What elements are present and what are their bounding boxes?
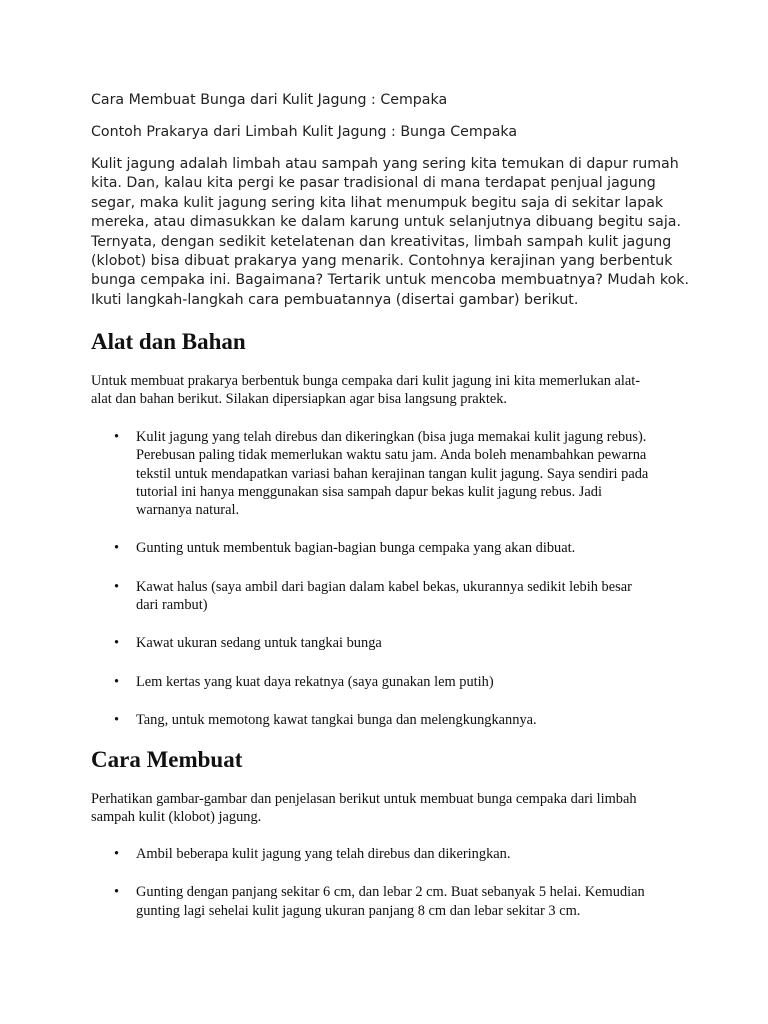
- list-item: [91, 578, 648, 615]
- list-item: [91, 711, 648, 729]
- section2-intro: [91, 790, 637, 827]
- bullet-icon: •: [114, 578, 120, 595]
- list-item-line: warnanya natural.: [136, 502, 240, 519]
- doc-subtitle: Contoh Prakarya dari Limbah Kulit Jagung : Bunga Cempaka: [91, 124, 518, 140]
- list-item: [91, 845, 645, 863]
- list-item-line: Ambil beberapa kulit jagung yang telah direbus dan dikeringkan.: [136, 846, 511, 862]
- intro-line: (klobot) bisa dibuat prakarya yang menarik. Contohnya kerajinan yang berbentuk: [91, 253, 673, 270]
- intro-line: mereka, atau dimasukkan ke dalam karung untuk selanjutnya dibuang begitu saja.: [91, 214, 681, 231]
- list-item-line: Kawat ukuran sedang untuk tangkai bunga: [136, 635, 382, 652]
- intro-paragraph: [91, 155, 689, 310]
- bullet-icon: •: [114, 884, 120, 901]
- list-item: [91, 428, 648, 519]
- intro-line: kita. Dan, kalau kita pergi ke pasar tradisional di mana terdapat penjual jagung: [91, 175, 656, 192]
- bullet-icon: •: [114, 429, 120, 445]
- list-item-line: Gunting dengan panjang sekitar 6 cm, dan lebar 2 cm. Buat sebanyak 5 helai. Kemudian: [136, 884, 645, 901]
- section1-intro: [91, 372, 640, 409]
- bullet-icon: •: [114, 540, 120, 557]
- section1-intro-line: alat dan bahan berikut. Silakan dipersiapkan agar bisa langsung praktek.: [91, 391, 507, 408]
- section-heading-alat-bahan: Alat dan Bahan: [91, 329, 246, 354]
- list-item-line: tekstil untuk mendapatkan variasi bahan kerajinan tangan kulit jagung. Saya sendiri pada: [136, 465, 649, 482]
- materials-list: [91, 428, 648, 729]
- bullet-icon: •: [114, 673, 120, 690]
- list-item: [91, 673, 648, 691]
- bullet-icon: •: [114, 846, 120, 862]
- intro-line: Kulit jagung adalah limbah atau sampah yang sering kita temukan di dapur rumah: [91, 156, 679, 172]
- section1-intro-line: Untuk membuat prakarya berbentuk bunga cempaka dari kulit jagung ini kita memerlukan alat-: [91, 373, 641, 389]
- list-item-line: gunting lagi sehelai kulit jagung ukuran panjang 8 cm dan lebar sekitar 3 cm.: [136, 902, 581, 919]
- bullet-icon: •: [114, 711, 120, 728]
- list-item-line: Lem kertas yang kuat daya rekatnya (saya gunakan lem putih): [136, 673, 494, 690]
- intro-line: Ikuti langkah-langkah cara pembuatannya (disertai gambar) berikut.: [91, 291, 579, 308]
- list-item: [91, 634, 648, 652]
- list-item-line: tutorial ini hanya menggunakan sisa sampah dapur bekas kulit jagung rebus. Jadi: [136, 483, 602, 500]
- bullet-icon: •: [114, 635, 120, 652]
- list-item-line: Tang, untuk memotong kawat tangkai bunga dan melengkungkannya.: [136, 711, 537, 728]
- list-item: [91, 539, 648, 557]
- list-item-line: Gunting untuk membentuk bagian-bagian bunga cempaka yang akan dibuat.: [136, 540, 576, 557]
- steps-list: [91, 845, 645, 920]
- intro-line: Ternyata, dengan sedikit ketelatenan dan kreativitas, limbah sampah kulit jagung: [91, 233, 672, 250]
- list-item-line: Kawat halus (saya ambil dari bagian dalam kabel bekas, ukurannya sedikit lebih besar: [136, 578, 632, 595]
- intro-line: segar, maka kulit jagung sering kita lihat menumpuk begitu saja di sekitar lapak: [91, 194, 664, 211]
- list-item-line: dari rambut): [136, 597, 208, 614]
- section2-intro-line: Perhatikan gambar-gambar dan penjelasan berikut untuk membuat bunga cempaka dari limbah: [91, 791, 637, 807]
- list-item-line: Perebusan paling tidak memerlukan waktu satu jam. Anda boleh menambahkan pewarna: [136, 447, 647, 464]
- list-item-line: Kulit jagung yang telah direbus dan dikeringkan (bisa juga memakai kulit jagung rebus).: [136, 429, 647, 445]
- section2-intro-line: sampah kulit (klobot) jagung.: [91, 809, 262, 826]
- section-heading-cara-membuat: Cara Membuat: [91, 747, 243, 772]
- intro-line: bunga cempaka ini. Bagaimana? Tertarik untuk mencoba membuatnya? Mudah kok.: [91, 272, 689, 289]
- list-item: [91, 883, 645, 920]
- doc-title: Cara Membuat Bunga dari Kulit Jagung : Cempaka: [91, 92, 448, 108]
